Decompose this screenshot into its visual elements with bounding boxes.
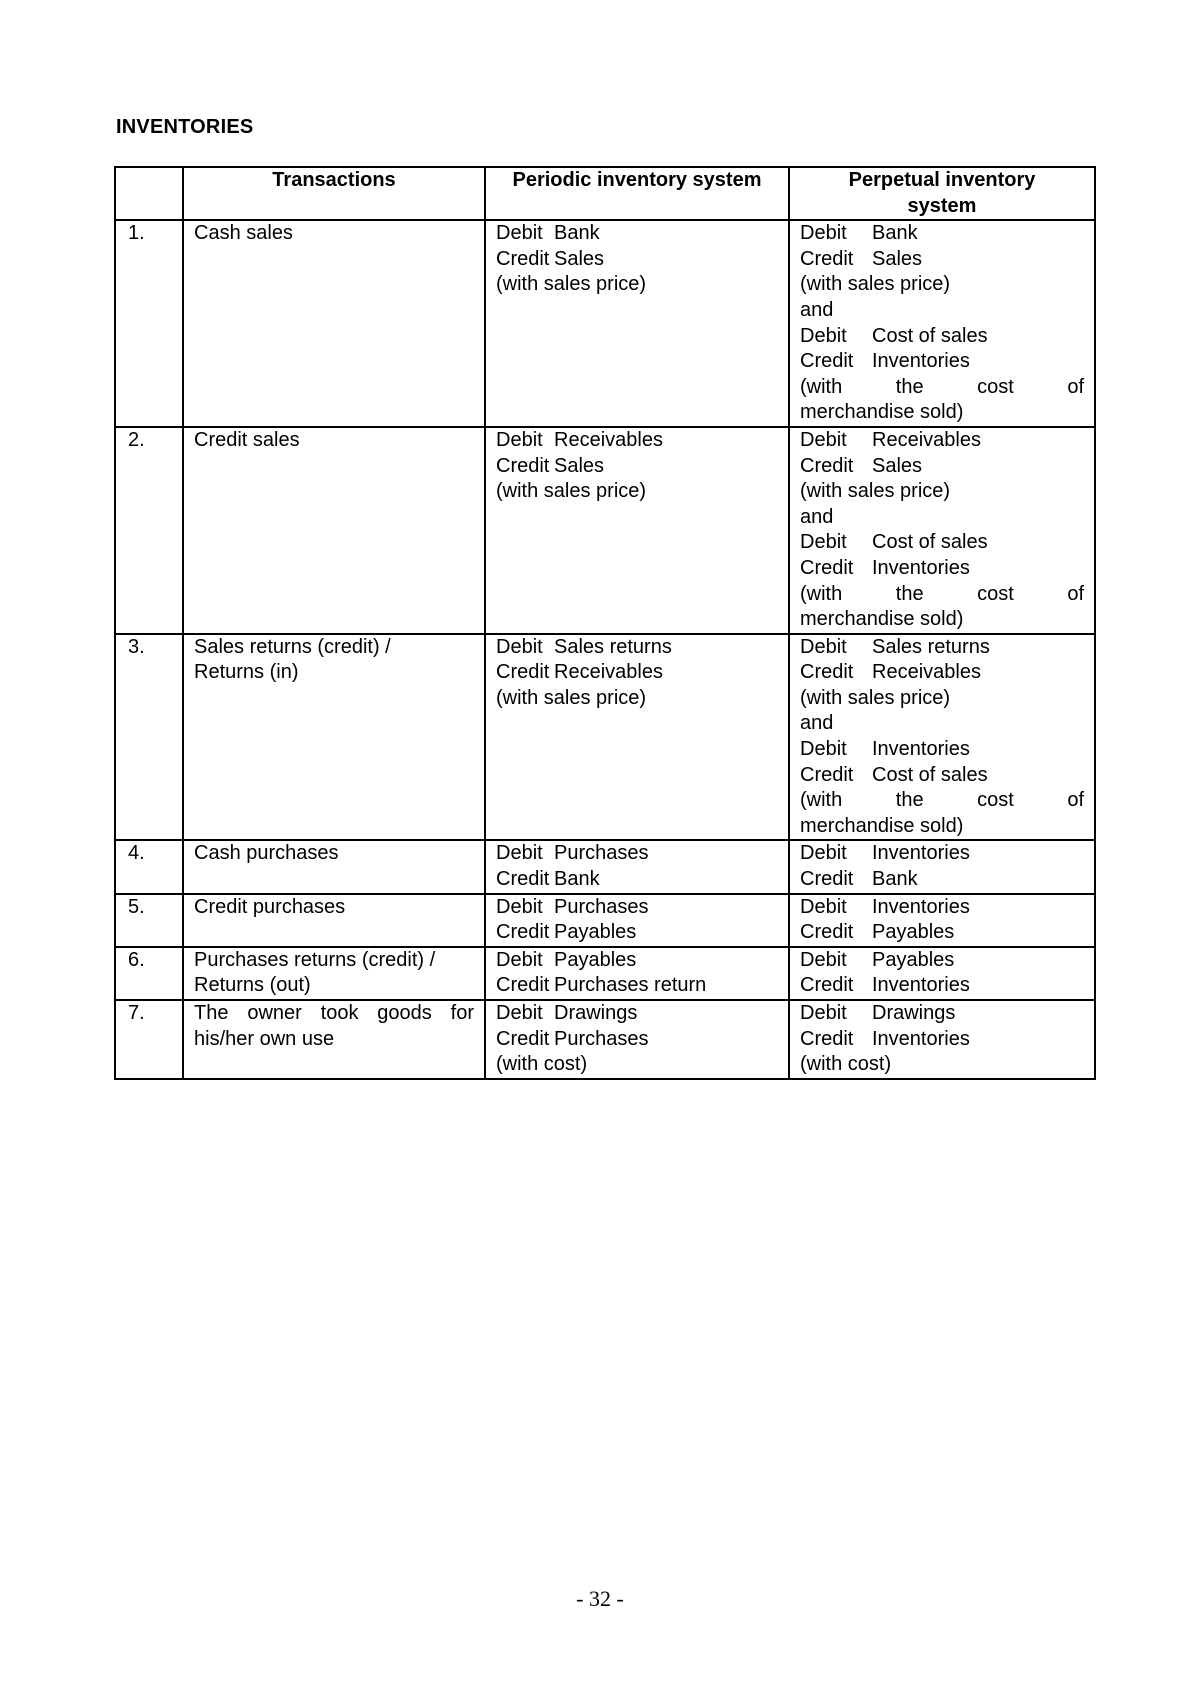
entry-note: (with the cost of xyxy=(800,789,1084,812)
entry-account: Bank xyxy=(554,222,600,245)
entry-account: Receivables xyxy=(554,428,663,451)
journal-line xyxy=(800,895,1084,921)
entry-side: Debit xyxy=(496,1002,543,1024)
entry-account: Sales returns xyxy=(872,635,990,658)
journal-line xyxy=(496,660,778,686)
header-number xyxy=(115,167,183,220)
journal-line xyxy=(496,841,778,867)
row-number: 7. xyxy=(115,1000,183,1079)
entry-account: Payables xyxy=(554,921,637,944)
entry-note: and xyxy=(800,298,834,321)
entry-account: Inventories xyxy=(872,974,970,997)
table-row xyxy=(115,427,1095,634)
entry-side: Debit xyxy=(800,222,847,245)
transaction-text: Returns (in) xyxy=(194,661,299,684)
journal-line xyxy=(800,635,1084,661)
entry-account: Drawings xyxy=(872,1002,956,1024)
entry-account: Purchases xyxy=(554,895,649,918)
header-perpetual: Perpetual inventory system xyxy=(789,167,1095,220)
entry-note: (with sales price) xyxy=(496,273,647,296)
entry-side: Debit xyxy=(496,635,543,658)
table-row xyxy=(115,947,1095,1000)
entry-account: Receivables xyxy=(872,661,981,684)
entry-side: Debit xyxy=(496,842,543,865)
journal-line xyxy=(496,1001,778,1027)
transaction-text: his/her own use xyxy=(194,1027,335,1050)
transaction-text: Sales returns (credit) / xyxy=(194,635,391,658)
entry-side: Debit xyxy=(496,948,543,971)
entry-account: Sales xyxy=(554,454,605,477)
transaction-cell xyxy=(183,947,485,1000)
journal-line xyxy=(800,763,1084,789)
entry-account: Inventories xyxy=(872,556,970,579)
entry-side: Credit xyxy=(496,868,550,891)
entry-side: Credit xyxy=(800,921,854,944)
entry-side: Credit xyxy=(800,868,854,891)
journal-line xyxy=(496,973,778,999)
entry-account: Drawings xyxy=(554,1002,638,1024)
entry-side: Credit xyxy=(800,556,854,579)
periodic-entry-cell xyxy=(485,947,789,1000)
row-number: 1. xyxy=(115,220,183,427)
entry-side: Debit xyxy=(800,1002,847,1024)
entry-side: Debit xyxy=(496,895,543,918)
entry-account: Receivables xyxy=(554,661,663,684)
perpetual-entry-cell xyxy=(789,634,1095,841)
entry-side: Debit xyxy=(800,635,847,658)
entry-side: Debit xyxy=(800,842,847,865)
entry-account: Purchases return xyxy=(554,974,707,997)
table-row xyxy=(115,840,1095,893)
transaction-text: Credit purchases xyxy=(194,895,346,918)
journal-line xyxy=(800,948,1084,974)
entry-side: Credit xyxy=(800,661,854,684)
entry-account: Payables xyxy=(872,948,955,971)
entry-account: Bank xyxy=(872,222,918,245)
entry-side: Credit xyxy=(800,350,854,373)
entry-account: Sales xyxy=(554,247,605,270)
journal-line xyxy=(800,428,1084,454)
table-row xyxy=(115,634,1095,841)
journal-line xyxy=(496,948,778,974)
perpetual-entry-cell xyxy=(789,427,1095,634)
entry-side: Debit xyxy=(800,531,847,554)
entry-note: (with sales price) xyxy=(800,273,951,296)
entry-account: Cost of sales xyxy=(872,763,988,786)
entry-side: Debit xyxy=(800,324,847,347)
entry-account: Purchases xyxy=(554,842,649,865)
transaction-text: Cash sales xyxy=(194,222,293,245)
entry-note: and xyxy=(800,712,834,735)
periodic-entry-cell xyxy=(485,634,789,841)
journal-line xyxy=(800,556,1084,582)
row-number: 2. xyxy=(115,427,183,634)
entry-note: (with sales price) xyxy=(800,480,951,503)
entry-account: Inventories xyxy=(872,738,970,761)
entry-note: (with the cost of xyxy=(800,375,1084,398)
entry-account: Inventories xyxy=(872,350,970,373)
journal-line xyxy=(800,324,1084,350)
entry-note: merchandise sold) xyxy=(800,608,964,631)
journal-line xyxy=(800,530,1084,556)
journal-line xyxy=(800,920,1084,946)
entry-account: Bank xyxy=(872,868,918,891)
entry-side: Credit xyxy=(800,763,854,786)
page-title: INVENTORIES xyxy=(116,116,254,138)
entry-side: Credit xyxy=(800,1027,854,1050)
transaction-cell xyxy=(183,1000,485,1079)
transaction-text: Purchases returns (credit) / xyxy=(194,948,436,971)
row-number: 3. xyxy=(115,634,183,841)
entry-account: Purchases xyxy=(554,1027,649,1050)
periodic-entry-cell xyxy=(485,894,789,947)
entry-side: Credit xyxy=(496,921,550,944)
periodic-entry-cell xyxy=(485,220,789,427)
perpetual-entry-cell xyxy=(789,1000,1095,1079)
entry-note: (with cost) xyxy=(496,1053,588,1076)
entry-note: merchandise sold) xyxy=(800,814,964,837)
header-periodic: Periodic inventory system xyxy=(485,167,789,220)
journal-line xyxy=(496,635,778,661)
entry-side: Credit xyxy=(496,661,550,684)
entry-account: Sales returns xyxy=(554,635,672,658)
entry-side: Debit xyxy=(800,428,847,451)
entry-side: Debit xyxy=(800,948,847,971)
transaction-cell xyxy=(183,894,485,947)
entry-account: Sales xyxy=(872,247,923,270)
entry-note: (with sales price) xyxy=(800,686,951,709)
entry-note: merchandise sold) xyxy=(800,401,964,424)
entry-side: Debit xyxy=(800,738,847,761)
header-transactions: Transactions xyxy=(183,167,485,220)
entry-side: Credit xyxy=(496,974,550,997)
entry-side: Credit xyxy=(496,1027,550,1050)
journal-line xyxy=(496,867,778,893)
entry-account: Sales xyxy=(872,454,923,477)
journal-line xyxy=(800,1001,1084,1027)
entry-account: Inventories xyxy=(872,895,970,918)
transaction-text: Cash purchases xyxy=(194,842,339,865)
journal-line xyxy=(800,221,1084,247)
entry-account: Cost of sales xyxy=(872,324,988,347)
periodic-entry-cell xyxy=(485,427,789,634)
entry-note: (with sales price) xyxy=(496,480,647,503)
journal-line xyxy=(496,221,778,247)
entry-side: Credit xyxy=(800,974,854,997)
entry-account: Cost of sales xyxy=(872,531,988,554)
journal-line xyxy=(496,247,778,273)
entry-note: (with sales price) xyxy=(496,686,647,709)
perpetual-entry-cell xyxy=(789,840,1095,893)
entry-side: Credit xyxy=(496,454,550,477)
entry-side: Debit xyxy=(800,895,847,918)
perpetual-entry-cell xyxy=(789,220,1095,427)
entry-account: Inventories xyxy=(872,1027,970,1050)
perpetual-entry-cell xyxy=(789,947,1095,1000)
entry-side: Credit xyxy=(800,247,854,270)
entry-account: Bank xyxy=(554,868,600,891)
entry-note: (with cost) xyxy=(800,1053,892,1076)
journal-line xyxy=(496,1027,778,1053)
journal-line xyxy=(800,454,1084,480)
transaction-text: The owner took goods for xyxy=(194,1002,474,1024)
journal-line xyxy=(800,841,1084,867)
entry-account: Receivables xyxy=(872,428,981,451)
row-number: 4. xyxy=(115,840,183,893)
entry-account: Payables xyxy=(554,948,637,971)
periodic-entry-cell xyxy=(485,840,789,893)
table-row xyxy=(115,1000,1095,1079)
row-number: 6. xyxy=(115,947,183,1000)
journal-line xyxy=(800,247,1084,273)
entry-side: Credit xyxy=(800,454,854,477)
journal-line xyxy=(800,737,1084,763)
transaction-cell xyxy=(183,634,485,841)
transaction-cell xyxy=(183,427,485,634)
entry-note: (with the cost of xyxy=(800,582,1084,605)
page-number: - 32 - xyxy=(576,1586,624,1611)
table-header-row xyxy=(115,167,1095,220)
entry-note: and xyxy=(800,505,834,528)
journal-line xyxy=(800,349,1084,375)
transaction-text: Returns (out) xyxy=(194,974,311,997)
journal-line xyxy=(496,428,778,454)
table-body xyxy=(115,220,1095,1079)
journal-line xyxy=(800,660,1084,686)
entry-account: Inventories xyxy=(872,842,970,865)
journal-line xyxy=(496,895,778,921)
perpetual-entry-cell xyxy=(789,894,1095,947)
table-row xyxy=(115,894,1095,947)
journal-line xyxy=(800,973,1084,999)
entry-side: Credit xyxy=(496,247,550,270)
inventory-journal-table xyxy=(114,166,1096,1080)
entry-side: Debit xyxy=(496,428,543,451)
journal-line xyxy=(800,1027,1084,1053)
entry-side: Debit xyxy=(496,222,543,245)
transaction-text: Credit sales xyxy=(194,428,300,451)
transaction-cell xyxy=(183,220,485,427)
journal-line xyxy=(496,454,778,480)
entry-account: Payables xyxy=(872,921,955,944)
periodic-entry-cell xyxy=(485,1000,789,1079)
transaction-cell xyxy=(183,840,485,893)
journal-line xyxy=(496,920,778,946)
row-number: 5. xyxy=(115,894,183,947)
journal-line xyxy=(800,867,1084,893)
table-row xyxy=(115,220,1095,427)
